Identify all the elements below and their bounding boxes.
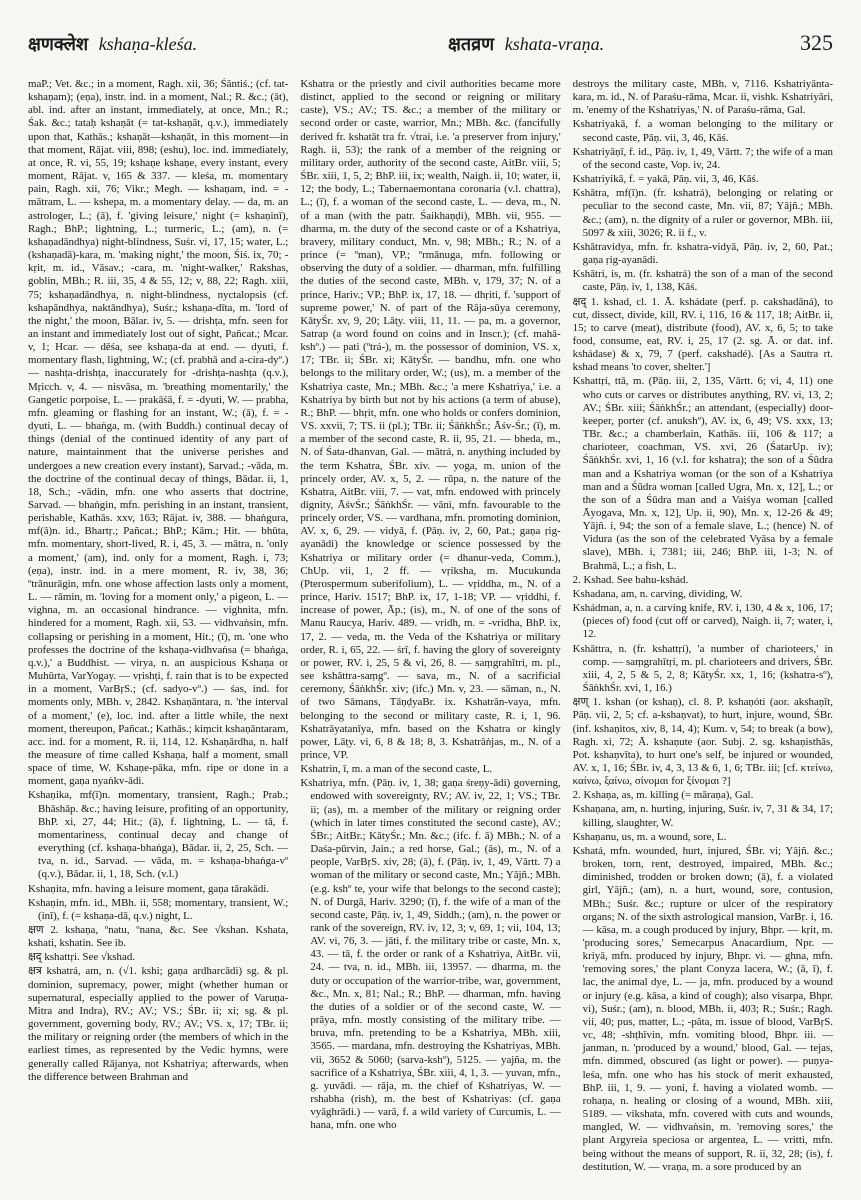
dictionary-entry: Kshatriya, mfn. (Pāṇ. iv, 1, 38; gaṇa śreṇy-ādi) governing, endowed with sovereignty, RV.; AV. iv, 22, 1; VS.; TBr. ii; (as), m. a member of the military or reigning order (which in later times constituted the second caste), AV.; ŚBr.; AitBr.; KātyŚr.; Mn. &c.; (ifc. f. ā) MBh.; N. of a Daśa-pūrvin, Jain.; a red horse, Gal.; (ās), m., N. of a people, VarBṛS. xiv, 28; (ā), f. (Pāṇ. iv, 1, 49, Vārtt. 7) a woman of the military or second caste, Mn.; Yājñ.; MBh. (e.g. kshº te, your wife that belongs to the second caste); N. of Durgā, Hariv. 3290; (ī), f. the wife of a man of the second caste, Pāṇ. iv, 1, 49, Siddh.; (am), n. the power or rank of the sovereign, RV. iv, 12, 3; v, 69, 1; vii, 104, 13; AV. vi, 76, 3. — jāti, f. the military tribe or caste, Mn. x, 43. — tā, f. the order or rank of a Kshatriya, AitBr. vii, 24. — tva, n. id., MBh. iii, 13957. — dharma, m. the duty or occupation of the warrior-tribe, war, government, &c., Mn. x, 81; Nal.; R.; BhP. — dharman, mfn. having the duties of a soldier or of the second caste, W. — prāya, mfn. mostly consisting of the military tribe. — bruva, mfn. pretending to be a Kshatriya, MBh. xiii, 3565. — mardana, mfn. destroying the Kshatriyas, MBh. vii, 3652 & 5060; (sarva-kshº), 5125. — yajña, m. the sacrifice of a Kshatriya, ŚBr. xiii, 4, 1, 3. — yuvan, mfn., g. yuvādi. — rāja, m. the chief of Kshatriyas, W. — rshabha (rish), m. the best of Kshatriyas: (cf. gaṇa vyāghrādi.) — varā, f. a wild variety of Curcumis, L. — hana, mfn. one who (300, 777, 561, 1132)
dictionary-entry: Kshatriyikā, f. = yakā, Pāṇ. vii, 3, 46, Kāś. (572, 173, 759, 186)
column-1 (28, 78, 288, 1178)
dictionary-entry: क्षद् 1. kshad, cl. 1. Ā. kshádate (perf. p. cakshadāná), to cut, dissect, divide, kill, RV. i, 116, 16 & 117, 18; AitBr. ii, 15; to carve (meat), distribute (food), AV. x, 6, 5; to take food, consume, eat, RV. i, 25, 17 (2. sg. Ā. or dat. inf. kshádase) & x, 79, 7 (perf. cakshadé). [As a Sautra rt. kshad means 'to cover, shelter.'] (572, 295, 833, 374)
dictionary-entry: Kshaṇanu, us, m. a wound, sore, L. (572, 830, 727, 843)
column-3 (573, 78, 833, 1178)
running-head-left-devanagari: क्षणक्लेश (28, 34, 89, 54)
dictionary-entry: Kshaṇita, mfn. having a leisure moment, gaṇa tārakādi. (28, 882, 270, 895)
dictionary-entry: Kshātravidya, mfn. fr. kshatra-vidyā, Pāṇ. iv, 2, 60, Pat.; gaṇa ṛig-ayanādi. (572, 240, 833, 267)
running-head-left (28, 32, 197, 56)
dictionary-entry: Kshatra or the priestly and civil authorities became more distinct, applied to the second or reigning or military caste), VS.; AV.; TS. &c.; a member of the military or second order or caste, warrior, Mn.; MBh. &c. (fancifully derived fr. kshatāt tra fr. √trai, i.e. 'a preserver from injury,' Ragh. ii, 53); the rank of a member of the reigning or military order, authority of the second caste, AitBr. viii, 5; ŚBr. xiii, 1, 5, 2; BhP. iii, ix; wealth, Naigh. ii, 10; water, ii, 12; the body, L.; Tabernaemontana coronaria (v.l. chattra), L.; (ī), f. a woman of the second caste, L. — deva, m., N. of a man (with the patr. Śaikhaṇḍi), MBh. vii, 955. — dharma, m. the duty of the second caste or of a Kshatriya, bravery, military conduct, Mn. v, 98; MBh.; R.; N. of a prince (= ºman), VP.; ºrmānuga, mfn. following or observing the duty of a soldier. — dharman, mfn. fulfilling the duties of the second caste, MBh. v, 179, 37; N. of a prince, Hariv.; VP.; BhP. ix, 17, 18. — dhṛiti, f. 'support of supreme power,' N. of part of the Rāja-sūya ceremony, KātyŚr. xv, 9, 20; Lāṭy. viii, 11, 11. — pa, m. a governor, Satrap (a word found on coins and in Inscr.); (cf. mahā-kshº.) — pati (ºtrá-), m. the possessor of dominion, VS. x, 17; TBr. ii; ŚBr. xi; KātyŚr. — bandhu, mfn. one who belongs to the military order, W.; (us), m. a member of the Kshatriya caste, Mn.; MBh. &c.; 'a mere Kshatriya,' i.e. a Kshatriya by birth but not by his actions (a term of abuse), R.; BhP. — bhṛit, mfn. one who holds or confers dominion, VS. xxvii, 7; TS. ii (pl.); TBr. ii; ŚāṅkhŚr.; Āśv-Śr.; (ī), m. a member of the second caste, R. ii, 95, 21. — bheda, m., N. of Śata-dhanvan, Gal. — mātrá, n. anything included by the term Kshatra, ŚBr. xiv. — yoga, m. union of the princely order, AV. x, 5, 2. — rūpa, n. the nature of the Kshatra, AitBr. viii, 7. — vat, mfn. endowed with princely dignity, ĀśvŚr.; ŚāṅkhŚr. — vāni, mfn. favourable to the princely order, VS. — vardhana, mfn. promoting dominion, AV. x, 6, 29. — vidyā, f. (Pāṇ. iv, 2, 60, Pat.; gaṇa ṛig-ayanādi) the knowledge or science possessed by the Kshatriya or military order (= dhanur-veda, Comm.), ChUp. vii, 1, 2 ff. — vṛiksha, m. Mucukunda (Pterospermum suberifolium), L. — vṛiddha, m., N. of a prince, Hariv. 1517; BhP. ix, 17, 1-18; VP. — vṛiddhi, f. increase of power, Āp.; (is), m., N. of one of the sons of Manu Raucya, Hariv. 489. — vridh, m. = -vridha, BhP. ix, 17, 2. — veda, m. the Veda of the Kshatriya or military order, R. i, 65, 22. — śrī, f. having the glory of sovereignty or power, RV. i, 25, 5 & vi, 26, 8. — saṃgrahītri, m. pl., see kshāttra-saṃgº. — sava, m., N. of a sacrificial ceremony, ŚāṅkhŚr. xiv; (ifc.) Mn. v, 23. — sāman, n., N. of two Sāmans, TāṇḍyaBr. ix. Kshatrān-vaya, mfn. belonging to the second or military caste, R. i, 1, 96. Kshatrāyatanīya, mfn. based on the Kshatra or kingly power, Lāṭy. vi, 6, 8 & 18; 8, 3. Kshatrāṅjas, m., N. of a prince, VP. (300, 78, 561, 761)
dictionary-entry: Kshāttra, n. (fr. kshattṛí), 'a number of charioteers,' in comp. — saṃgrahītṛi, m. pl. charioteers and drivers, ŚBr. xiii, 4, 2, 5 & 5, 2, 8; KātyŚr. xx, 1, 16; (kshatra-sº), ŚāṅkhŚr. xvi, 1, 16.) (572, 642, 833, 695)
dictionary-entry: क्षत्र kshatrá, am, n. (√1. kshi; gaṇa ardharcādi) sg. & pl. dominion, supremacy, power, might (whether human or supernatural, especially applied to the power of Varuṇa-Mitra and Indra), RV.; AV.; VS.; ŚBr. ii; xi; sg. & pl. government, governing body, RV.; AV.; VS. x, 17; TBr. ii; the military or reigning order (the members of which in the earliest times, as represented by the Vedic hymns, were generally called Rājanya, not Kshatriya; afterwards, when the difference between Brahman and (28, 965, 289, 1083)
dictionary-entry: Kshaṇana, am, n. hurting, injuring, Suśr. iv, 7, 31 & 34, 17; killing, slaughter, W. (572, 803, 833, 829)
dictionary-entry: 2. Kshad. See bahu-kshád. (572, 573, 689, 586)
dictionary-entry: Kshaṇin, mfn. id., MBh. ii, 558; momentary, transient, W.; (inī), f. (= kshaṇa-dā, q.v.) night, L. (28, 896, 289, 922)
dictionary-entry: Kshadana, am, n. carving, dividing, W. (572, 587, 743, 600)
running-head-right (448, 32, 604, 56)
running-head-right-devanagari: क्षतव्रण (448, 34, 495, 54)
dictionary-entry: Kshatá, mfn. wounded, hurt, injured, ŚBr. vi; Yājñ. &c.; broken, torn, rent, destroyed, impaired, MBh. &c.; diminished, trodden or broken down; (ā), f. a violated girl, Yājñ.; (am), n. a hurt, wound, sore, contusion, MBh.; Suśr. &c.; rupture or ulcer of the respiratory organs; N. of the sixth astrological mansion, VarBṛ. i, 16. — kāsa, m. a cough produced by injury, Bhpr. — kṛit, m. 'producing sores,' Semecarpus Anacardium, Npr. — kriyā, mfn. produced by injury, Bhpr. vi. — ghna, mfn. 'removing sores,' the plant Conyza lacera, W.; (ā, ī), f. lac, the animal dye, L. — ja, mfn. produced by a wound or injury (e.g. kāsa, a kind of cough); also visarpa, Bhpr. vi), Suśr.; (am), n. blood, MBh. ii, 403; R.; Suśr.; Ragh. vii, 40; pus, matter, L.; -pāta, m. issue of blood, VarBṛS. vc, 48; -shṭhīvin, mfn. vomiting blood, Bhpr. iii. — janman, n. 'produced by a wound,' blood, Gal. — tejas, mfn. dimmed, obscured (as light or power). — puṇya-leśa, mfn. one who has his stock of merit exhausted, BhP. iii, 1, 9. — yoni, f. having a violated womb. — rohaṇa, n. healing or closing of a wound, MBh. xiii, 5189. — vikshata, mfn. covered with cuts and wounds, mangled, W. — vidhvaṅsin, m. 'removing sores,' the plant Argyreia speciosa or argentea, L. — vritti, mfn. being without the means of support, R. ii, 32, 28; (is), f. destitution, W. — vraṇa, m. a sore produced by an (572, 844, 833, 1173)
column-2 (300, 78, 560, 1178)
dictionary-entry: Kshatrin, ī, m. a man of the second caste, L. (300, 763, 493, 776)
running-head-right-text: kshata-vraṇa. (504, 34, 605, 54)
dictionary-entry: maP.; Vet. &c.; in a moment, Ragh. xii, 36; Śāntiś.; (cf. tat-kshaṇam); (eṇa), instr. ind. in a moment, Nal.; R. &c.; (āt), abl. ind. after an instant, immediately, at once, Mn.; R.; Śak. &c.; tataḥ kshaṇāt (= tat-kshaṇāt, q.v.), immediately upon that, Kathās.; kshaṇāt—kshaṇāt, in this moment—in that moment, Rājat. viii, 898; (eshu), loc. ind. immediately, at once, R. vi, 55, 19; kshaṇe kshaṇe, every instant, every moment, Rājat. v, 165 & 337. — kleśa, m. momentary pain, Ragh. xii, 76; Vikr.; Megh. — kshaṇam, ind. = -mātram, L. — kshepa, m. a momentary delay. — da, m. an astrologer, L.; (ā), f. 'giving leisure,' night (= kshaṇinī), Ragh.; BhP.; lightning, L.; turmeric, L.; (am), n. (= kshaṇadāndhya) night-blindness, Suśr. vi, 17, 15; water, L.; (kshaṇadā)-kara, m. 'making night,' the moon, Śiś. ix, 70; -kṛit, m. id., Vāsav.; -cara, m. 'night-walker,' Rakshas, goblin, MBh.; R. iii, 35, 4 & 55, 12; v, 88, 22; Ragh. xiii, 75; kshaṇadāndhya, n. night-blindness, nyctalopsis (cf. kshapāndhya, naktāndhya), Suśr.; kshaṇa-dīta, m. 'lord of the night,' the moon, Bālar. iv, 5. — drishṭa, mfn. seen for an instant and immediately lost out of sight, Pañcat.; Mcar. v, 1; Hcar. — dēśa, see kshaṇa-da at end. — dyuti, f. momentary flash, lightning, W.; (cf. prabhā and a-cira-dyº.) — nashṭa-drishṭa, inaccurately for -drishṭa-nashṭa (q.v.), Mṛicch. v, 4. — nisvāsa, m. 'breathing momentarily,' the Gangetic porpoise, L. — prakāśā, f. = -dyuti, W. — prabha, mfn. gleaming or flashing for an instant, W.; (ā), f. = -dyuti, L. — bhaṅga, m. (with Buddh.) continual decay of things (denial of the continued identity of any part of nature, maintainment that the universe perishes and undergoes a new creation every instant), Sarvad.; -vāda, m. the doctrine of the continual decay of things, Bādar. ii, 1, 18, Sch.; -vādin, mfn. one who asserts that doctrine, Sarvad. — bhaṅgin, mfn. perishing in an instant, transient, perishable, Kathās. xxv, 163; Rājat. iv, 388. — bhaṅgura, mf(ā)n. id., Bhartṛ.; Pañcat.; BhP.; Kām.; Hit. — bhūta, mfn. momentary, short-lived, R. i, 45, 3. — mātra, n. 'only a moment,' (am), ind. only for a moment, Ragh. i, 73; (eṇa), instr. ind. in a mere moment, R. iv, 38, 36; ºtrānurāgin, mfn. one whose affection lasts only a moment, L. — rāmin, m. 'loving for a moment only,' a pigeon, L. — vighna, m. an occasional hindrance. — vighnita, mfn. hindered for a moment, Ragh. xii, 53. — vidhvaṅsin, mfn. collapsing or perishing in a moment, Hit.; (ī), m. 'one who professes the doctrine of the kshaṇa-vidhvaṅsa (= bhaṅga, q.v.),' a Buddhist. — virya, n. an auspicious Kshaṇa or Muhūrta, VarYogay. — vṛishṭi, f. rain that is to be expected in a moment, VarBṛS.; (cf. sadyo-vº.) — śas, ind. for moments only, MBh. v, 2842. Kshaṇāntara, n. 'the interval of a moment,' (e), loc. ind. after a little while, the next moment, thereupon, Pañcat.; Kathās.; kiṃcit kshaṇāntaram, acc. ind. for a moment, R. ii, 114, 12. Kshaṇārdha, n. half the measure of time called Kshaṇa, half a moment, small space of time, W. Kshaṇe-pāka, mfn. ripe or done in a moment, gaṇa nyaṅkv-ādi. (28, 78, 289, 788)
page-number: 325 (800, 30, 833, 55)
dictionary-entry: Kshātra, mf(ī)n. (fr. kshatrá), belonging or relating or peculiar to the second caste, Mn. vii, 87; Yājñ.; MBh. &c.; (am), n. the dignity of a ruler or governor, MBh. iii, 5097 & xiii, 3026; R. ii f., v. (572, 187, 833, 239)
dictionary-entry: Kshattṛí, ttā, m. (Pāṇ. iii, 2, 135, Vārtt. 6; vi, 4, 11) one who cuts or carves or distributes anything, RV. vi, 13, 2; AV.; ŚBr. xiii; ŚāṅkhŚr.; an attendant, (especially) door-keeper, porter (cf. anukshº), AV. ix, 6, 49; VS. xxx, 13; TBr. &c.; a chamberlain, Kathās. iii, 106 & 117; a charioteer, coachman, VS. xvi, 26 (ŚatarUp. iv); ŚāṅkhŚr. xvi, 1, 16 (v.l. for kshatra); the son of a Śūdra man and a Kshatriya woman (or the son of a Kshatriya man and a Śūdra woman [called Ugra, Mn. x, 12], L.; or the son of a Śūdra man and a Vaiśya woman [called Āyogava, Mn. x, 12], Up. ii, 90), Mn. x, 12-26 & 49; Yājñ. i, 94; the son of a female slave, L.; (hence) N. of Vidura (as the son of the celebrated Vyāsa by a female slave), MBh. i, 7381; iii, 246; BhP. iii, 1-3; N. of Brahmā, L.; a fish, L. (572, 375, 833, 572)
running-head-left-text: kshaṇa-kleśa. (98, 34, 198, 54)
dictionary-columns (28, 78, 833, 1178)
dictionary-entry: Kshádman, a, n. a carving knife, RV. i, 130, 4 & x, 106, 17; (pieces of) food (cut off or carved), Naigh. ii, 7; water, i, 12. (572, 602, 833, 641)
dictionary-entry: Kshātri, is, m. (fr. kshatrá) the son of a man of the second caste, Pāṇ. iv, 1, 138, Kāś. (572, 268, 833, 294)
dictionary-entry: क्षद् kshattṛi. See √kshad. (28, 951, 135, 964)
dictionary-entry: क्षण 2. kshaṇa, ºnatu, ºnana, &c. See √kshan. Kshata, kshati, kshatin. See ib. (28, 924, 289, 950)
page-header (28, 30, 833, 60)
dictionary-entry: 2. Kshaṇa, as, m. killing (= māraṇa), Gal. (572, 789, 754, 802)
dictionary-entry: Kshatriyāṇī, f. id., Pāṇ. iv, 1, 49, Vārtt. 7; the wife of a man of the second caste, Vop. iv, 24. (572, 145, 833, 171)
dictionary-entry: destroys the military caste, MBh. v, 7116. Kshatriyānta-kara, m. id., N. of Paraśu-rāma, Mcar. ii, vishk. Kshatriyāri, m. 'enemy of the Kshatriyas,' N. of Paraśu-rāma, Gal. (572, 78, 833, 117)
dictionary-entry: क्षण् 1. kshan (or kshaṇ), cl. 8. P. kshaṇóti (aor. akshaṇīt, Pāṇ. vii, 2, 5; cf. a-kshaṇvat), to hurt, injure, wound, ŚBr. (inf. kshaṇitos, xiv, 8, 14, 4); Kum. v, 54; to break (a bow), Ragh. xi, 72; Ā. kshaṇute (aor. Subj. 2. sg. kshaṇisthās, Pot. kshaṇvīta), to hurt one's self, be injured or wounded, AV. x, 1, 16; ŚBr. iv, 4, 3, 13 & 6, 1, 6; TBr. iii; [cf. κτείνω, καίνω, ξαίνω, σίνομαι for ξίνομαι ?] (572, 696, 833, 788)
dictionary-entry: Kshatriyakā, f. a woman belonging to the military or second caste, Pāṇ. vii, 3, 46, Kāś. (572, 118, 833, 144)
dictionary-entry: Kshaṇika, mf(ī)n. momentary, transient, Ragh.; Prab.; Bhāshāp. &c.; having leisure, profiting of an opportunity, BhP. xi, 27, 44; Hit.; (ā), f. lightning, L. — tā, f. momentariness, continual decay and change of everything (cf. kshaṇa-bhaṅga), Bādar. ii, 2, 25, Sch. — tva, n. id., Sarvad. — vāda, m. = kshaṇa-bhaṅga-vº (q.v.), Bādar. ii, 1, 18, Sch. (v.l.) (28, 789, 289, 881)
